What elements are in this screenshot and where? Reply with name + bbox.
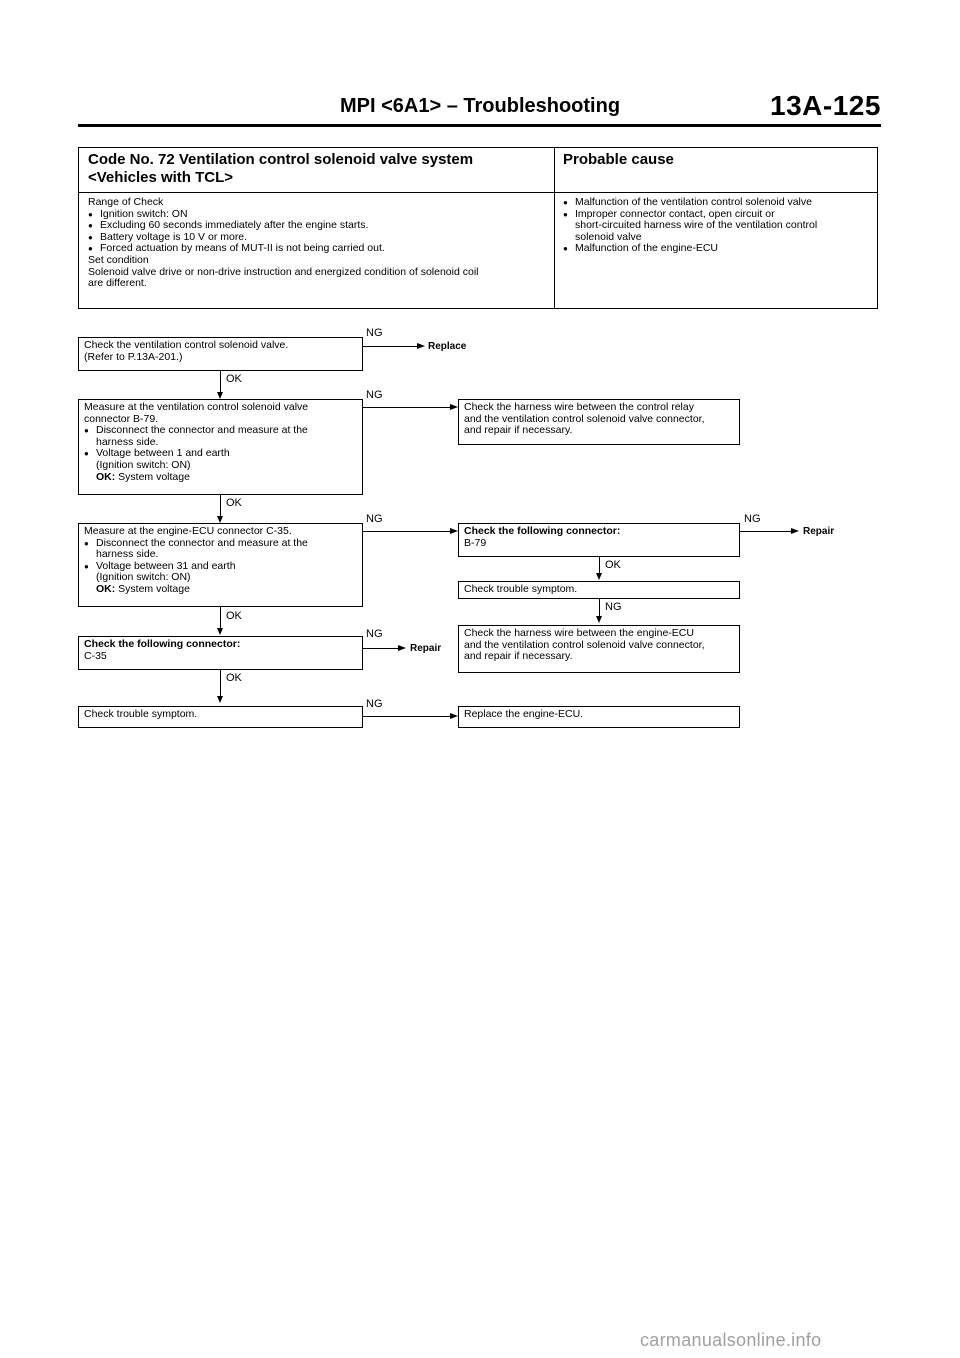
ok-label: OK — [605, 559, 621, 571]
ng-label: NG — [366, 628, 383, 640]
step-check-harness-engine-ecu: Check the harness wire between the engine-ECU and the ventilation control solenoid valve connector, and repair if necessary. — [458, 625, 740, 673]
arrow-right-icon — [450, 404, 458, 410]
range-item: ● Forced actuation by means of MUT-II is not being carried out. — [88, 243, 548, 255]
set-condition-label: Set condition — [88, 253, 149, 266]
step-check-solenoid-valve: Check the ventilation control solenoid valve. (Refer to P.13A-201.) — [78, 337, 363, 371]
set-condition-text: Solenoid valve drive or non-drive instruction and energized condition of solenoid coil — [88, 265, 479, 278]
repair-label: Repair — [803, 526, 835, 537]
range-of-check: Range of Check ● Ignition switch: ON ● Excluding 60 seconds immediately after the engine starts. ● Battery voltage is 10 V or more. ● Forced actuation by means of MUT-II is not being carried out. Set condition Solenoid valve drive or non-drive instruction and energized condition of solenoid coil are different. — [88, 197, 548, 290]
cause-item: ● Improper connector contact, open circuit or — [563, 209, 875, 221]
connector-line — [363, 407, 451, 408]
ok-label: OK — [226, 672, 242, 684]
table-divider-horizontal — [78, 192, 878, 193]
ng-label: NG — [366, 389, 383, 401]
replace-label: Replace — [428, 341, 467, 352]
range-item: ● Battery voltage is 10 V or more. — [88, 232, 548, 244]
probable-cause-heading: Probable cause — [563, 151, 674, 168]
watermark: carmanualsonline.info — [640, 1330, 822, 1350]
cause-item: ● Malfunction of the ventilation control solenoid valve — [563, 197, 875, 209]
cause-item: ● Malfunction of the engine-ECU — [563, 243, 875, 255]
ok-label: OK — [226, 610, 242, 622]
arrow-right-icon — [398, 645, 406, 651]
repair-label: Repair — [410, 643, 442, 654]
table-divider-vertical — [554, 147, 555, 309]
arrow-down-icon — [596, 616, 602, 623]
step-check-connector-b79: Check the following connector: B-79 — [458, 523, 740, 557]
ng-label: NG — [605, 601, 622, 613]
arrow-down-icon — [596, 573, 602, 580]
ng-label: NG — [366, 698, 383, 710]
ng-label: NG — [366, 327, 383, 339]
connector-line — [740, 531, 792, 532]
range-item: ● Ignition switch: ON — [88, 209, 548, 221]
step-check-harness-control-relay: Check the harness wire between the control relay and the ventilation control solenoid valve connector, and repair if necessary. — [458, 399, 740, 445]
arrow-right-icon — [450, 528, 458, 534]
page-number: 13A-125 — [770, 90, 881, 121]
arrow-right-icon — [450, 713, 458, 719]
step-measure-ecu-connector: Measure at the engine-ECU connector C-35. ● Disconnect the connector and measure at the harness side. ● Voltage between 31 and earth (Ignition switch: ON) OK: System voltage — [78, 523, 363, 607]
connector-line — [363, 346, 418, 347]
range-item: ● Excluding 60 seconds immediately after the engine starts. — [88, 220, 548, 232]
probable-cause-list: ● Malfunction of the ventilation control solenoid valve ● Improper connector contact, open circuit or short-circuited harness wire of the ventilation control solenoid valve ● Malfunction of the engine-ECU — [563, 197, 875, 255]
arrow-down-icon — [217, 392, 223, 399]
arrow-down-icon — [217, 696, 223, 703]
arrow-right-icon — [791, 528, 799, 534]
arrow-down-icon — [217, 628, 223, 635]
step-check-trouble-symptom-right: Check trouble symptom. — [458, 581, 740, 599]
step-measure-solenoid-connector: Measure at the ventilation control solenoid valve connector B-79. ● Disconnect the connector and measure at the harness side. ● Voltage between 1 and earth (Ignition switch: ON) OK: System voltage — [78, 399, 363, 495]
ng-label: NG — [366, 513, 383, 525]
arrow-down-icon — [217, 516, 223, 523]
step-check-connector-c35: Check the following connector: C-35 — [78, 636, 363, 670]
header-rule — [78, 124, 881, 127]
step-check-trouble-symptom: Check trouble symptom. — [78, 706, 363, 728]
arrow-right-icon — [417, 343, 425, 349]
step-replace-engine-ecu: Replace the engine-ECU. — [458, 706, 740, 728]
code-heading: Code No. 72 Ventilation control solenoid valve system <Vehicles with TCL> — [88, 151, 474, 186]
connector-line — [363, 648, 399, 649]
ok-label: OK — [226, 373, 242, 385]
page-title: MPI <6A1> – Troubleshooting — [340, 95, 621, 117]
connector-line — [363, 531, 451, 532]
connector-line — [363, 716, 451, 717]
ng-label: NG — [744, 513, 761, 525]
set-condition-text: are different. — [88, 277, 147, 290]
ok-label: OK — [226, 497, 242, 509]
